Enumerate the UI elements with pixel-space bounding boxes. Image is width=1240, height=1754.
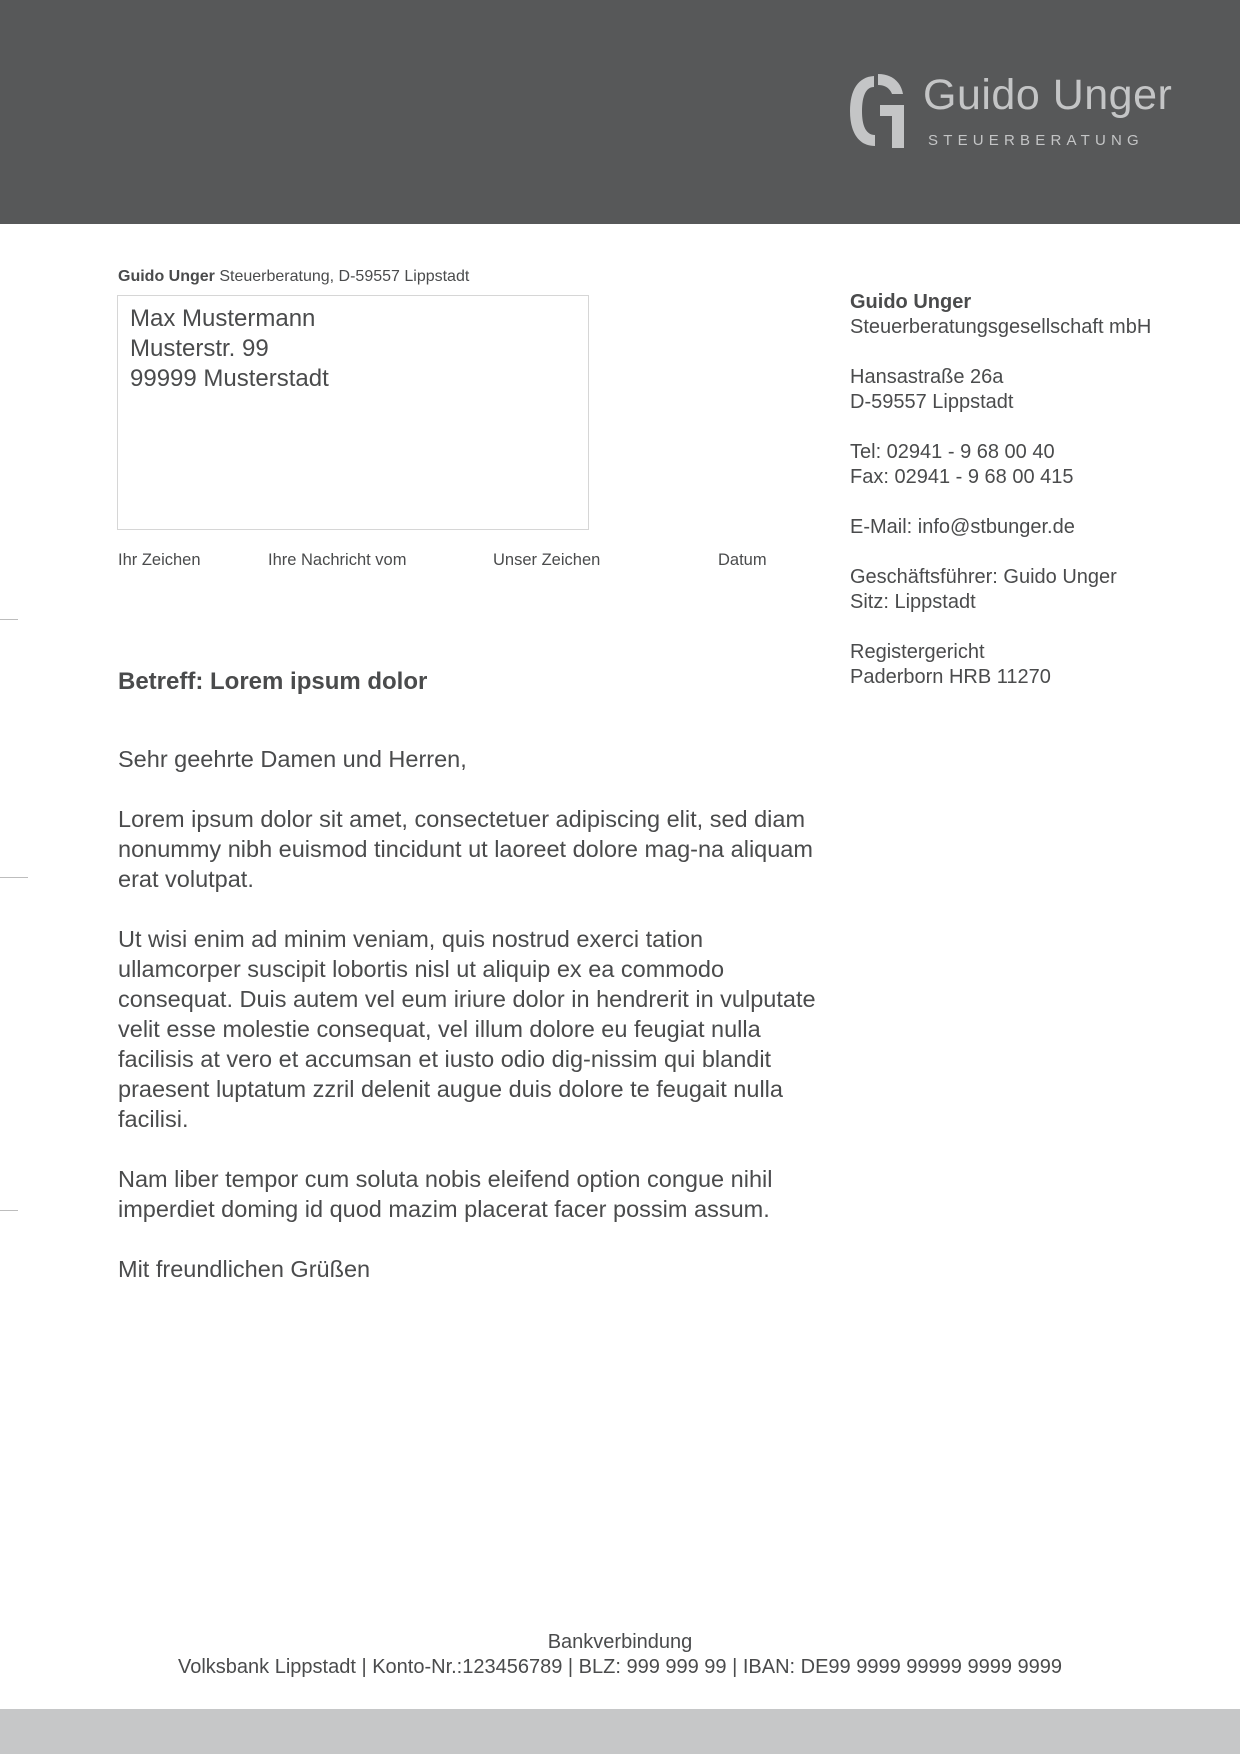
footer-band [0,1709,1240,1754]
g-monogram-icon [848,72,908,150]
recipient-address-box [117,295,589,530]
bank-details-footer [0,1630,1240,1680]
company-street: Hansastraße 26a [850,366,1004,388]
ref-ihre-nachricht: Ihre Nachricht vom [268,551,407,569]
register-number: Paderborn HRB 11270 [850,666,1051,688]
paragraph: Nam liber tempor cum soluta nobis eleifend option congue nihil imperdiet doming id quod mazim placerat facer possim assum. [118,1166,773,1222]
company-type: Steuerberatungsgesellschaft mbH [850,316,1152,338]
recipient-street: Musterstr. 99 [130,335,269,362]
sender-return-line [118,268,469,286]
recipient-city: 99999 Musterstadt [130,365,329,392]
paragraph: Ut wisi enim ad minim veniam, quis nostrud exerci tation ullamcorper suscipit lobortis nisl ut aliquip ex ea commodo consequat. Duis autem vel eum iriure dolor in hendrerit in vulputate velit esse molestie consequat, vel illum dolore eu feugiat nulla facilisis at vero et accumsan et iusto odio dig-nissim qui blandit praesent luptatum zzril delenit augue duis dolore te feugait nulla facilisi. [118,926,816,1132]
company-name: Guido Unger [850,291,972,313]
sender-rest: Steuerberatung, D-59557 Lippstadt [219,268,470,285]
company-city: D-59557 Lippstadt [850,391,1014,413]
company-logo [848,70,1173,160]
footer-details: Volksbank Lippstadt | Konto-Nr.:123456789 | BLZ: 999 999 99 | IBAN: DE99 9999 99999 9999 9999 [177,1656,1062,1678]
company-fax: Fax: 02941 - 9 68 00 415 [850,466,1074,488]
company-tel: Tel: 02941 - 9 68 00 40 [850,441,1055,463]
managing-director: Geschäftsführer: Guido Unger [850,566,1117,588]
closing: Mit freundlichen Grüßen [118,1256,371,1282]
salutation: Sehr geehrte Damen und Herren, [118,746,467,772]
company-email: E-Mail: info@stbunger.de [850,516,1075,538]
company-info-sidebar [850,290,1235,715]
register-court: Registergericht [850,641,985,663]
fold-mark-top [0,619,18,620]
logo-subtitle: STEUERBERATUNG [928,132,1144,149]
logo-name: Guido Unger [923,71,1173,119]
fold-mark-bottom [0,1210,18,1211]
punch-mark [0,877,28,878]
ref-unser-zeichen: Unser Zeichen [493,551,601,569]
letter-subject: Betreff: Lorem ipsum dolor [118,668,428,695]
ref-ihr-zeichen: Ihr Zeichen [118,551,201,569]
ref-datum: Datum [718,551,767,569]
recipient-name: Max Mustermann [130,305,316,332]
sender-name: Guido Unger [118,268,215,285]
footer-title: Bankverbindung [547,1631,693,1653]
paragraph: Lorem ipsum dolor sit amet, consectetuer adipiscing elit, sed diam nonummy nibh euismod tincidunt ut laoreet dolore mag-na aliquam erat volutpat. [118,806,813,892]
letter-body [118,744,818,1314]
company-seat: Sitz: Lippstadt [850,591,976,613]
